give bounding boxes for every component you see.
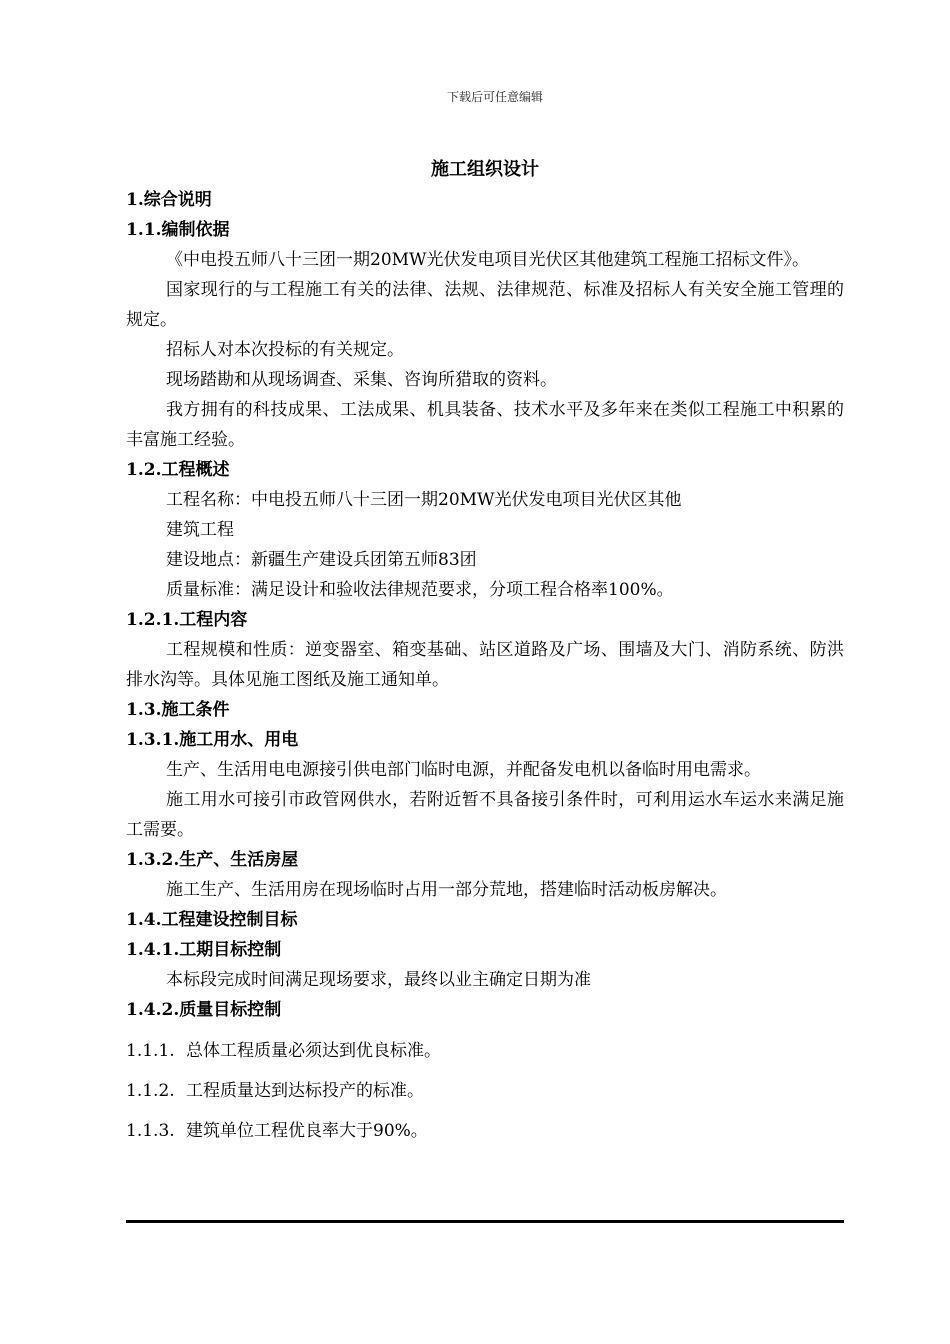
document-body xyxy=(126,155,844,1151)
heading-1-4: 1.4.工程建设控制目标 xyxy=(126,910,298,930)
footer-divider xyxy=(126,1220,844,1223)
heading-1-2-1: 1.2.1.工程内容 xyxy=(126,610,248,630)
paragraph: 生产、生活用电电源接引供电部门临时电源，并配备发电机以备临时用电需求。 xyxy=(166,760,761,780)
paragraph: 招标人对本次投标的有关规定。 xyxy=(166,340,404,360)
paragraph-quality-standard: 质量标准：满足设计和验收法律规范要求，分项工程合格率100%。 xyxy=(166,580,674,600)
list-item-text: 建筑单位工程优良率大于90%。 xyxy=(186,1121,428,1141)
paragraph-location: 建设地点：新疆生产建设兵团第五师83团 xyxy=(166,550,477,570)
heading-1-4-2: 1.4.2.质量目标控制 xyxy=(126,1000,282,1020)
paragraph: 现场踏勘和从现场调查、采集、咨询所猎取的资料。 xyxy=(166,370,557,390)
paragraph: 我方拥有的科技成果、工法成果、机具装备、技术水平及多年来在类似工程施工中积累的丰富施工经验。 xyxy=(126,400,844,450)
list-item xyxy=(126,1031,844,1071)
list-item-number: 1.1.1. xyxy=(126,1041,175,1061)
paragraph-project-name: 工程名称：中电投五师八十三团一期20MW光伏发电项目光伏区其他 xyxy=(166,490,682,510)
paragraph: 《中电投五师八十三团一期20MW光伏发电项目光伏区其他建筑工程施工招标文件》。 xyxy=(166,250,810,270)
heading-1-4-1: 1.4.1.工期目标控制 xyxy=(126,940,282,960)
paragraph: 本标段完成时间满足现场要求，最终以业主确定日期为准 xyxy=(166,970,591,990)
paragraph-project-name-cont: 建筑工程 xyxy=(166,520,234,540)
heading-1-3: 1.3.施工条件 xyxy=(126,700,230,720)
paragraph: 国家现行的与工程施工有关的法律、法规、法律规范、标准及招标人有关安全施工管理的规定。 xyxy=(126,280,844,330)
list-item-number: 1.1.3. xyxy=(126,1121,175,1141)
heading-1-1: 1.1.编制依据 xyxy=(126,220,230,240)
document-title: 施工组织设计 xyxy=(431,159,539,180)
list-item-text: 总体工程质量必须达到优良标准。 xyxy=(186,1041,441,1061)
header-note: 下载后可任意编辑 xyxy=(446,90,543,104)
paragraph: 施工用水可接引市政管网供水，若附近暂不具备接引条件时，可利用运水车运水来满足施工需要。 xyxy=(126,790,844,840)
heading-1-3-2: 1.3.2.生产、生活房屋 xyxy=(126,850,299,870)
heading-1-2: 1.2.工程概述 xyxy=(126,460,230,480)
paragraph: 工程规模和性质：逆变器室、箱变基础、站区道路及广场、围墙及大门、消防系统、防洪排水沟等。具体见施工图纸及施工通知单。 xyxy=(126,640,844,690)
heading-1: 1.综合说明 xyxy=(126,190,212,210)
heading-1-3-1: 1.3.1.施工用水、用电 xyxy=(126,730,299,750)
list-item-number: 1.1.2. xyxy=(126,1081,175,1101)
list-item xyxy=(126,1111,844,1151)
list-item xyxy=(126,1071,844,1111)
list-item-text: 工程质量达到达标投产的标准。 xyxy=(186,1081,424,1101)
paragraph: 施工生产、生活用房在现场临时占用一部分荒地，搭建临时活动板房解决。 xyxy=(166,880,727,900)
